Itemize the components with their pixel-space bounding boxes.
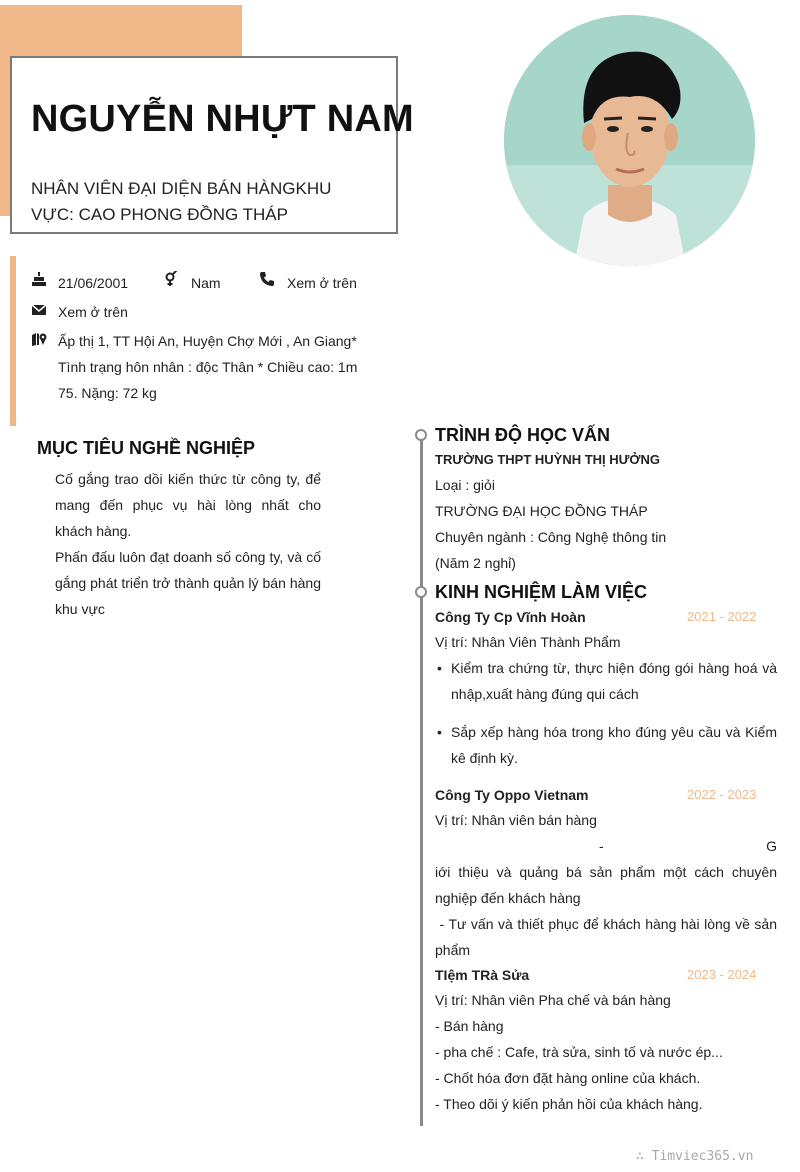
profile-photo [504, 15, 755, 266]
job-1-role: Vị trí: Nhân Viên Thành Phẩm [435, 634, 621, 650]
education-school-1: TRƯỜNG THPT HUỲNH THỊ HƯỞNG [435, 452, 661, 467]
map-pin-icon [31, 331, 47, 347]
address-line-3: 75. Nặng: 72 kg [58, 385, 157, 401]
cake-icon [31, 271, 47, 287]
job-3-line-1: - Bán hàng [435, 1018, 504, 1034]
timeline-line [420, 440, 423, 1126]
job-2-desc-1: - G [599, 838, 777, 854]
job-3-date: 2023 - 2024 [687, 967, 757, 982]
timeline-dot-experience [415, 586, 427, 598]
email-text: Xem ở trên [58, 304, 128, 320]
gender-text: Nam [191, 275, 221, 291]
name-box [10, 56, 414, 234]
education-title: TRÌNH ĐỘ HỌC VẤN [435, 425, 610, 445]
job-2-desc-3: - Tư vấn và thiết phục để khách hàng hài lòng về sản phẩm [435, 916, 781, 958]
timeline-dot-education [415, 429, 427, 441]
job-2-date: 2022 - 2023 [687, 787, 757, 802]
phone-text: Xem ở trên [287, 275, 357, 291]
candidate-position: NHÂN VIÊN ĐẠI DIỆN BÁN HÀNGKHU VỰC: CAO PHONG ĐỒNG THÁP [31, 179, 332, 224]
objective-title: MỤC TIÊU NGHỀ NGHIỆP [37, 438, 256, 458]
job-1-bullet-2: • Sắp xếp hàng hóa trong kho đúng yêu cầu và Kiểm kê định kỳ. [435, 719, 777, 771]
job-3-role: Vị trí: Nhân viên Pha chế và bán hàng [435, 992, 671, 1008]
job-2-company: Công Ty Oppo Vietnam [435, 787, 589, 803]
job-2-desc-2: iới thiệu và quảng bá sản phẩm một cách chuyên nghiệp đến khách hàng [435, 864, 777, 906]
job-1-bullet-1: • Kiểm tra chứng từ, thực hiện đóng gói hàng hoá và nhập,xuất hàng đúng qui cách [435, 655, 777, 707]
job-2-role: Vị trí: Nhân viên bán hàng [435, 812, 597, 828]
profile-photo-illustration [504, 15, 755, 266]
objective-paragraph-1: Cố gắng trao dồi kiến thức từ công ty, để mang đến phục vụ hài lòng nhất cho khách hàng. [55, 471, 321, 539]
job-3-line-2: - pha chế : Cafe, trà sửa, sinh tố và nước ép... [435, 1044, 723, 1060]
objective-text [55, 466, 321, 622]
education-rank: Loại : giỏi [435, 477, 495, 493]
address-line-2: Tình trạng hôn nhân : độc Thân * Chiều cao: 1m [58, 359, 358, 375]
watermark-text: Timviec365.vn [651, 1149, 754, 1164]
info-accent-bar [10, 256, 16, 426]
education-major: Chuyên ngành : Công Nghệ thông tin [435, 529, 667, 545]
job-3-line-3: - Chốt hóa đơn đặt hàng online của khách. [435, 1070, 701, 1086]
job-1-company: Công Ty Cp Vĩnh Hoàn [435, 609, 586, 625]
address-line-1: Ấp thị 1, TT Hội An, Huyện Chợ Mới , An Giang* [58, 333, 357, 349]
education-note: (Năm 2 nghỉ) [435, 555, 516, 571]
experience-title: KINH NGHIỆM LÀM VIỆC [435, 582, 648, 602]
birthday-text: 21/06/2001 [58, 275, 129, 291]
candidate-name: NGUYỄN NHỰT NAM [31, 98, 414, 140]
watermark: ∴ Timviec365.vn [636, 1149, 754, 1164]
job-1-date: 2021 - 2022 [687, 609, 757, 624]
mail-icon [31, 302, 47, 318]
job-3-line-4: - Theo dõi ý kiến phản hồi của khách hàng. [435, 1096, 703, 1112]
job-3-company: TIệm TRà Sửa [435, 967, 530, 983]
phone-icon [259, 271, 275, 287]
education-school-2: TRƯỜNG ĐẠI HỌC ĐỒNG THÁP [435, 503, 648, 519]
gender-icon [163, 271, 179, 287]
objective-paragraph-2: Phấn đấu luôn đạt doanh số công ty, và cố gắng phát triển trở thành quản lý bán hàng khu vực [55, 549, 321, 617]
